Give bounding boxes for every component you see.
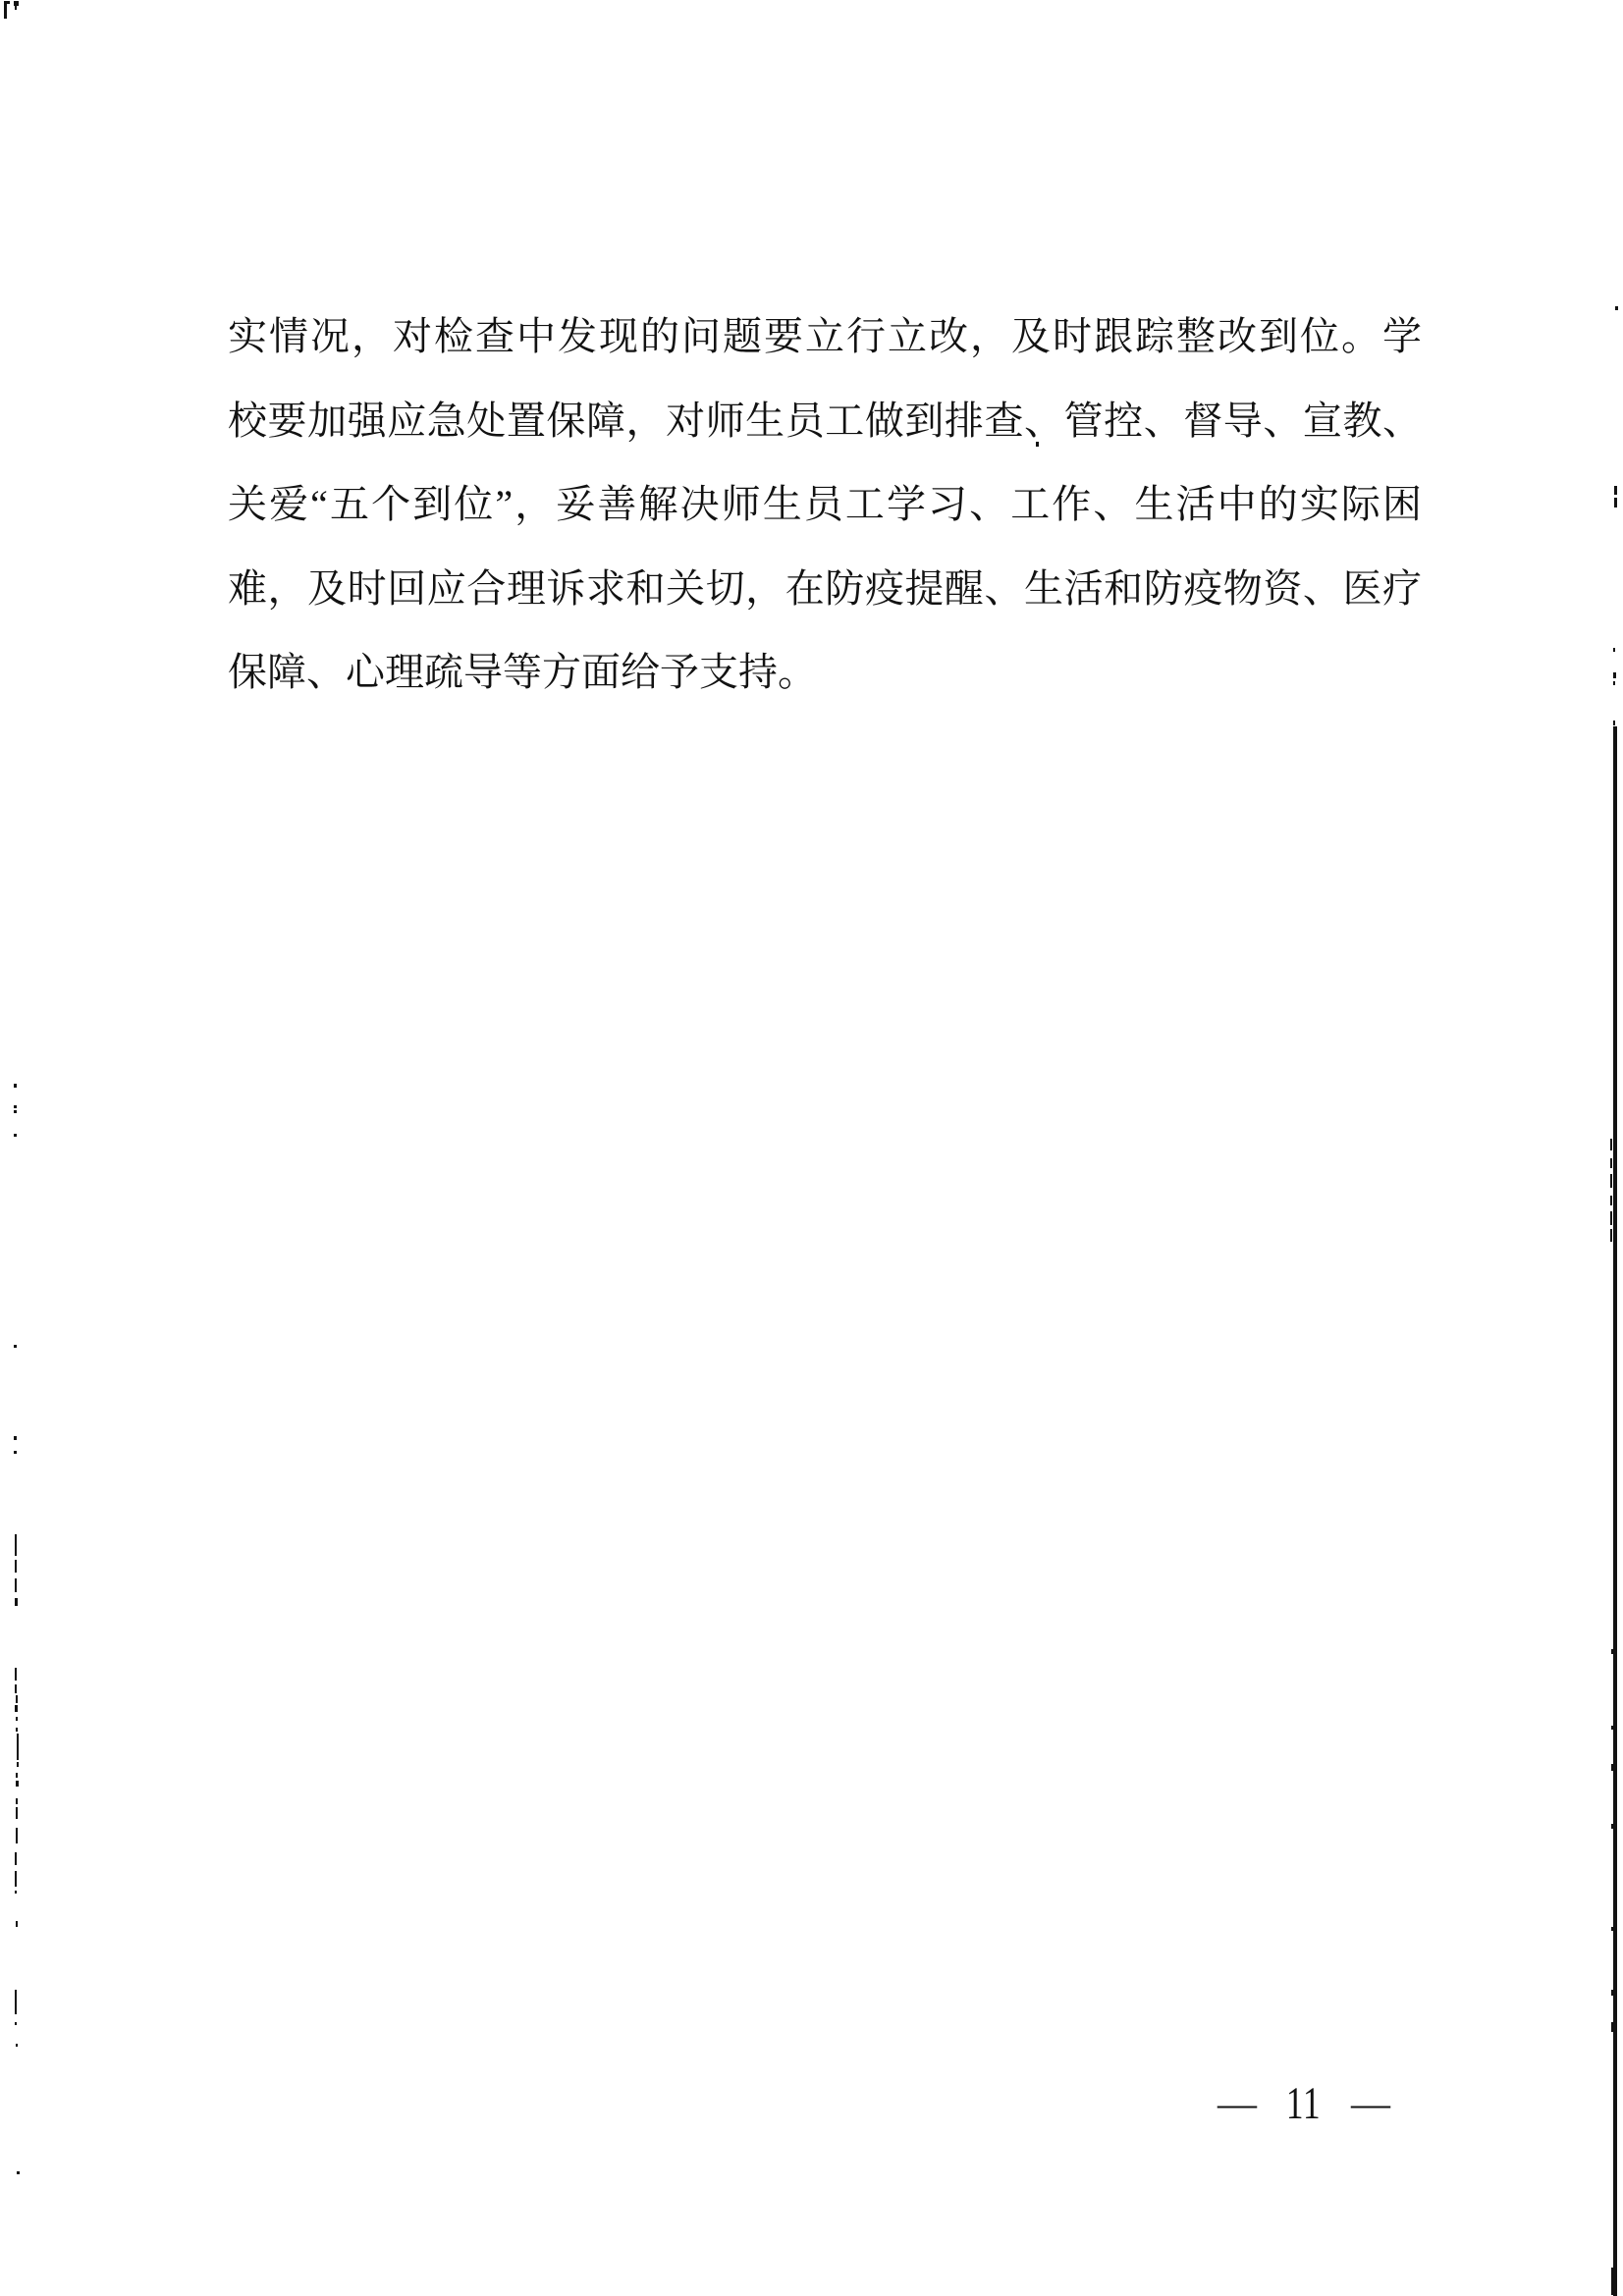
scan-mark — [1610, 1174, 1612, 1188]
scan-mark — [17, 1734, 19, 1760]
scan-mark — [1610, 1229, 1612, 1242]
text-line-3: 关爱“五个到位”，妥善解决师生员工学习、工作、生活中的实际困 — [228, 482, 1422, 526]
scan-mark — [1613, 681, 1615, 685]
scan-mark — [14, 1436, 17, 1440]
scan-mark — [14, 1110, 17, 1113]
text-line-5: 保障、心理疏导等方面给予支持。 — [228, 650, 817, 694]
scan-mark — [15, 1871, 17, 1887]
scan-mark — [1610, 1158, 1612, 1168]
scan-mark — [15, 1578, 17, 1592]
scan-mark — [16, 1717, 18, 1721]
scan-mark — [15, 1891, 17, 1894]
scan-mark — [4, 1, 10, 4]
scan-mark — [15, 1668, 17, 1681]
scan-mark — [14, 1134, 17, 1137]
scan-mark — [15, 1534, 17, 1556]
scan-mark — [15, 1990, 17, 2014]
scan-mark — [15, 2022, 17, 2025]
scan-mark — [1036, 442, 1039, 447]
text-line-1: 实情况，对检查中发现的问题要立行立改，及时跟踪整改到位。学 — [228, 314, 1422, 358]
scan-mark — [1613, 672, 1616, 678]
scan-mark — [1615, 306, 1618, 310]
scan-mark — [16, 1921, 18, 1927]
scan-mark — [1613, 721, 1615, 725]
scan-mark — [16, 1773, 18, 1778]
scan-mark — [1614, 498, 1617, 507]
text-line-4: 难，及时回应合理诉求和关切，在防疫提醒、生活和防疫物资、医疗 — [228, 565, 1422, 611]
scan-mark — [15, 1684, 17, 1693]
scan-mark — [16, 1807, 18, 1819]
scan-mark — [14, 1084, 17, 1088]
scan-mark — [16, 2044, 18, 2047]
scan-mark — [1610, 1196, 1612, 1205]
page-number-dash-right: — — [1351, 2081, 1390, 2125]
scan-mark — [16, 1798, 18, 1804]
scan-mark — [1610, 1211, 1612, 1225]
scan-mark — [15, 6, 17, 10]
scan-mark — [14, 1345, 17, 1348]
page-number-value: 11 — [1286, 2078, 1322, 2129]
scan-mark — [14, 1451, 17, 1454]
scan-mark — [15, 1705, 18, 1712]
scan-mark — [1614, 486, 1617, 495]
scan-mark — [15, 1598, 18, 1606]
scan-mark — [14, 1105, 17, 1108]
scan-mark — [17, 2171, 20, 2174]
scan-mark — [16, 1781, 19, 1787]
scan-mark — [17, 1762, 19, 1767]
scan-mark — [1610, 1139, 1612, 1150]
scan-mark — [16, 1695, 18, 1703]
scan-mark — [15, 1852, 17, 1865]
text-line-2: 校要加强应急处置保障，对师生员工做到排查、管控、督导、宣教、 — [228, 398, 1422, 443]
scan-mark — [1613, 648, 1615, 652]
scan-mark — [1613, 726, 1617, 2296]
scan-mark — [16, 1728, 18, 1732]
page-number-dash-left: — — [1217, 2081, 1257, 2125]
scan-mark — [15, 1560, 17, 1573]
scan-mark — [16, 1828, 18, 1843]
